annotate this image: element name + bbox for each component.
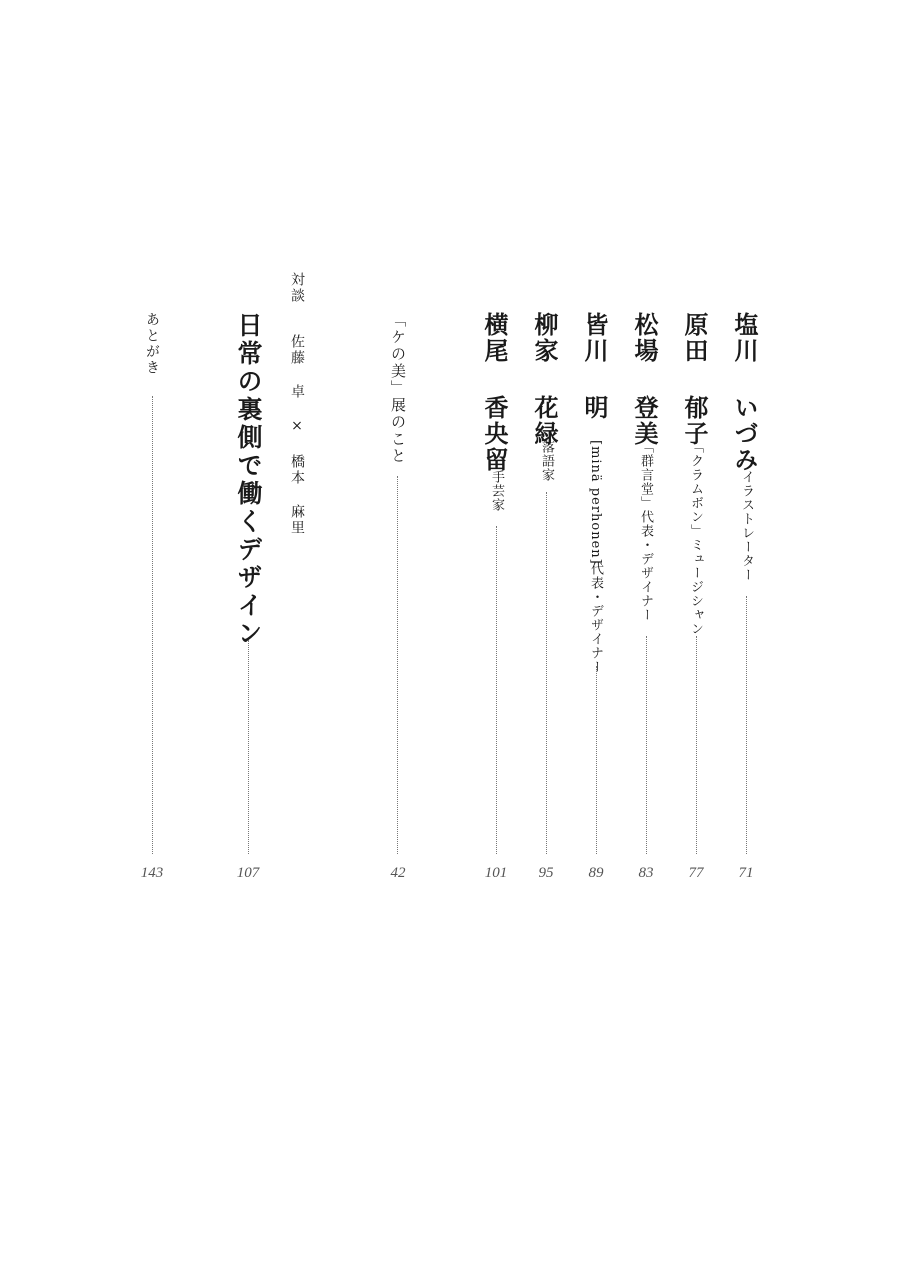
page-number: 107 [236,865,260,881]
dialogue-speakers: 佐藤 卓 × 橋本 麻里 [289,334,305,536]
dialogue-title: 日常の裏側で働くデザイン [234,312,263,648]
entry-name: 皆川 明 [580,312,609,421]
entry-name: 松場 登美 [630,312,659,447]
page-number: 71 [738,865,754,881]
page-number: 101 [484,865,508,881]
entry-role: 「クラムボン」ミュージシャン [688,440,703,636]
entry-role-bracket: [minä perhonen] [588,440,603,565]
entry-role: イラストレーター [739,470,754,582]
entry-name: 原田 郁子 [680,312,709,447]
dialogue-label: 対談 [289,272,305,304]
dot-leader [248,640,249,854]
page-number: 89 [588,865,604,881]
entry-role: 手芸家 [489,470,504,512]
dot-leader [596,666,597,854]
page-number: 95 [538,865,554,881]
entry-role: 「群言堂」代表・デザイナー [638,440,653,622]
page-number: 42 [390,865,406,881]
dot-leader [152,396,153,854]
dot-leader [546,492,547,854]
page-number: 77 [688,865,704,881]
entry-role: 代表・デザイナー [588,562,603,674]
page-number: 143 [140,865,164,881]
exhibition-title: 「ケの美」展のこと [389,312,407,465]
dot-leader [397,476,398,854]
entry-name: 柳家 花緑 [530,312,559,447]
dot-leader [496,526,497,854]
dot-leader [746,596,747,854]
entry-name: 横尾 香央留 [480,312,509,473]
dot-leader [646,636,647,854]
dot-leader [696,636,697,854]
entry-name: 塩川 いづみ [730,312,759,473]
afterword-title: あとがき [144,312,160,376]
page-number: 83 [638,865,654,881]
entry-role: 落語家 [539,440,554,482]
